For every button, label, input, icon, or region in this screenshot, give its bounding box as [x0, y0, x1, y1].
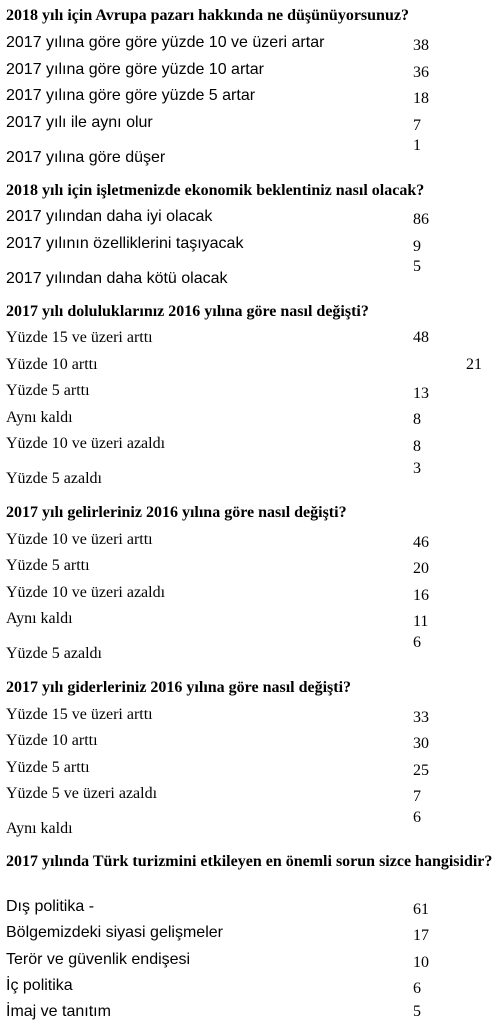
question-main-tourism-issue: 2017 yılında Türk turizmini etkileyen en önemli sorun sizce hangisidir?: [6, 853, 493, 870]
answer-value: 61: [413, 901, 429, 918]
answer-value: 13: [413, 385, 429, 402]
answer-label: 2017 yılından daha iyi olacak: [6, 208, 213, 225]
answer-label: 2017 yılı ile aynı olur: [6, 114, 153, 131]
answer-label: Terör ve güvenlik endişesi: [6, 951, 191, 968]
answer-label: Yüzde 10 arttı: [6, 356, 98, 373]
answer-value: 10: [413, 954, 429, 971]
answer-label: 2017 yılından daha kötü olacak: [6, 270, 228, 287]
answer-label: Yüzde 5 arttı: [6, 557, 90, 574]
answer-value: 46: [413, 534, 429, 551]
answer-value: 18: [413, 90, 429, 107]
answer-label: 2017 yılına göre göre yüzde 5 artar: [6, 87, 256, 104]
answer-value: 9: [413, 238, 421, 255]
answer-label: Dış politika -: [6, 898, 95, 915]
answer-label: Yüzde 10 ve üzeri azaldı: [6, 584, 166, 601]
answer-value: 6: [413, 980, 421, 997]
answer-label: Aynı kaldı: [6, 610, 73, 627]
answer-value: 38: [413, 37, 429, 54]
answer-label: Yüzde 15 ve üzeri arttı: [6, 329, 153, 346]
answer-value: 33: [413, 709, 429, 726]
answer-label: 2017 yılının özelliklerini taşıyacak: [6, 235, 244, 252]
answer-value: 8: [413, 411, 421, 428]
answer-label: Yüzde 10 ve üzeri azaldı: [6, 435, 166, 452]
question-economic-expectation: 2018 yılı için işletmenizde ekonomik beklentiniz nasıl olacak?: [6, 182, 425, 199]
answer-value: 11: [413, 613, 429, 630]
answer-value: 6: [413, 809, 421, 826]
answer-value: 3: [413, 460, 421, 477]
answer-value: 5: [413, 1003, 421, 1020]
answer-value: 86: [413, 211, 429, 228]
answer-label: Yüzde 5 azaldı: [6, 645, 102, 662]
answer-value: 5: [413, 258, 421, 275]
answer-label: Aynı kaldı: [6, 820, 73, 837]
answer-value: 8: [413, 438, 421, 455]
answer-label: İç politika: [6, 977, 73, 994]
answer-label: Aynı kaldı: [6, 409, 73, 426]
question-occupancy-change: 2017 yılı doluluklarınız 2016 yılına göre nasıl değişti?: [6, 303, 369, 320]
question-european-market: 2018 yılı için Avrupa pazarı hakkında ne düşünüyorsunuz?: [6, 7, 409, 24]
answer-value: 6: [413, 634, 421, 651]
answer-value: 36: [413, 64, 429, 81]
answer-label: Bölgemizdeki siyasi gelişmeler: [6, 924, 223, 941]
answer-value: 17: [413, 927, 429, 944]
answer-label: Yüzde 5 azaldı: [6, 470, 102, 487]
question-revenue-change: 2017 yılı gelirleriniz 2016 yılına göre nasıl değişti?: [6, 504, 347, 521]
answer-label: 2017 yılına göre göre yüzde 10 ve üzeri artar: [6, 34, 325, 51]
answer-label: Yüzde 10 ve üzeri arttı: [6, 531, 153, 548]
answer-label: Yüzde 5 arttı: [6, 382, 90, 399]
answer-label: 2017 yılına göre göre yüzde 10 artar: [6, 61, 264, 78]
answer-value: 16: [413, 587, 429, 604]
answer-value: 20: [413, 560, 429, 577]
answer-value: 7: [413, 117, 421, 134]
answer-value: 1: [413, 137, 421, 154]
answer-value: 21: [466, 356, 482, 373]
answer-label: 2017 yılına göre düşer: [6, 149, 166, 166]
answer-value: 48: [413, 329, 429, 346]
answer-label: İmaj ve tanıtım: [6, 1003, 111, 1020]
answer-label: Yüzde 5 arttı: [6, 759, 90, 776]
answer-value: 30: [413, 735, 429, 752]
question-expense-change: 2017 yılı giderleriniz 2016 yılına göre nasıl değişti?: [6, 679, 352, 696]
answer-label: Yüzde 10 arttı: [6, 732, 98, 749]
answer-label: Yüzde 15 ve üzeri arttı: [6, 706, 153, 723]
answer-value: 25: [413, 762, 429, 779]
answer-label: Yüzde 5 ve üzeri azaldı: [6, 785, 158, 802]
answer-value: 7: [413, 788, 421, 805]
